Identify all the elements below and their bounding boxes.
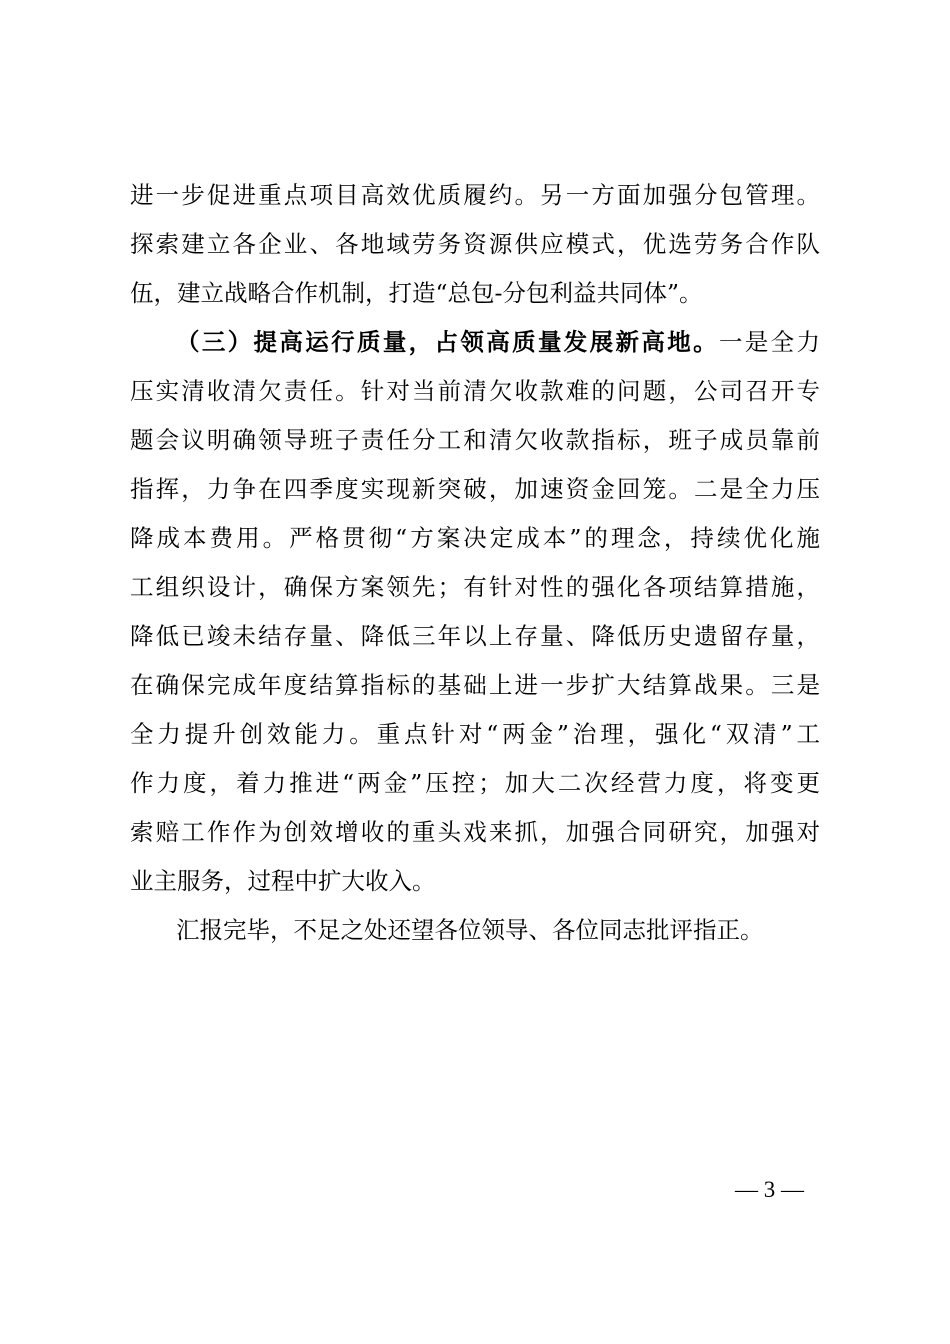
- paragraph-2-line-10: 作力度，着力推进“两金”压控；加大二次经营力度，将变更: [130, 769, 820, 797]
- paragraph-1-line-1: 进一步促进重点项目高效优质履约。另一方面加强分包管理。: [130, 181, 820, 209]
- paragraph-2-line-11: 索赔工作作为创效增收的重头戏来抓，加强合同研究，加强对: [130, 818, 820, 846]
- paragraph-2-line-4: 指挥，力争在四季度实现新突破，加速资金回笼。二是全力压: [130, 475, 820, 503]
- paragraph-2-line-6: 工组织设计，确保方案领先；有针对性的强化各项结算措施，: [130, 573, 820, 601]
- paragraph-2-line-12: 业主服务，过程中扩大收入。: [130, 867, 436, 895]
- paragraph-2-line-9: 全力提升创效能力。重点针对“两金”治理，强化“双清”工: [130, 720, 820, 748]
- page-number: — 3 —: [735, 1177, 804, 1202]
- paragraph-1-line-2: 探索建立各企业、各地域劳务资源供应模式，优选劳务合作队: [130, 230, 820, 258]
- paragraph-2-line-3: 题会议明确领导班子责任分工和清欠收款指标，班子成员靠前: [130, 426, 820, 454]
- paragraph-2-line-7: 降低已竣未结存量、降低三年以上存量、降低历史遗留存量，: [130, 622, 820, 650]
- paragraph-1-line-3: 伍，建立战略合作机制，打造“总包-分包利益共同体”。: [130, 279, 703, 307]
- paragraph-3-line-1: 汇报完毕，不足之处还望各位领导、各位同志批评指正。: [176, 916, 764, 944]
- paragraph-2-line-1: [176, 327, 820, 357]
- paragraph-2-line-2: 压实清收清欠责任。针对当前清欠收款难的问题，公司召开专: [130, 377, 820, 405]
- paragraph-2-line-5: 降成本费用。严格贯彻“方案决定成本”的理念，持续优化施: [130, 524, 820, 552]
- paragraph-2-line-1-rest: 一是全力: [718, 328, 821, 356]
- section-heading: （三）提高运行质量，占领高质量发展新高地。: [176, 328, 719, 356]
- paragraph-2-line-8: 在确保完成年度结算指标的基础上进一步扩大结算战果。三是: [130, 671, 820, 699]
